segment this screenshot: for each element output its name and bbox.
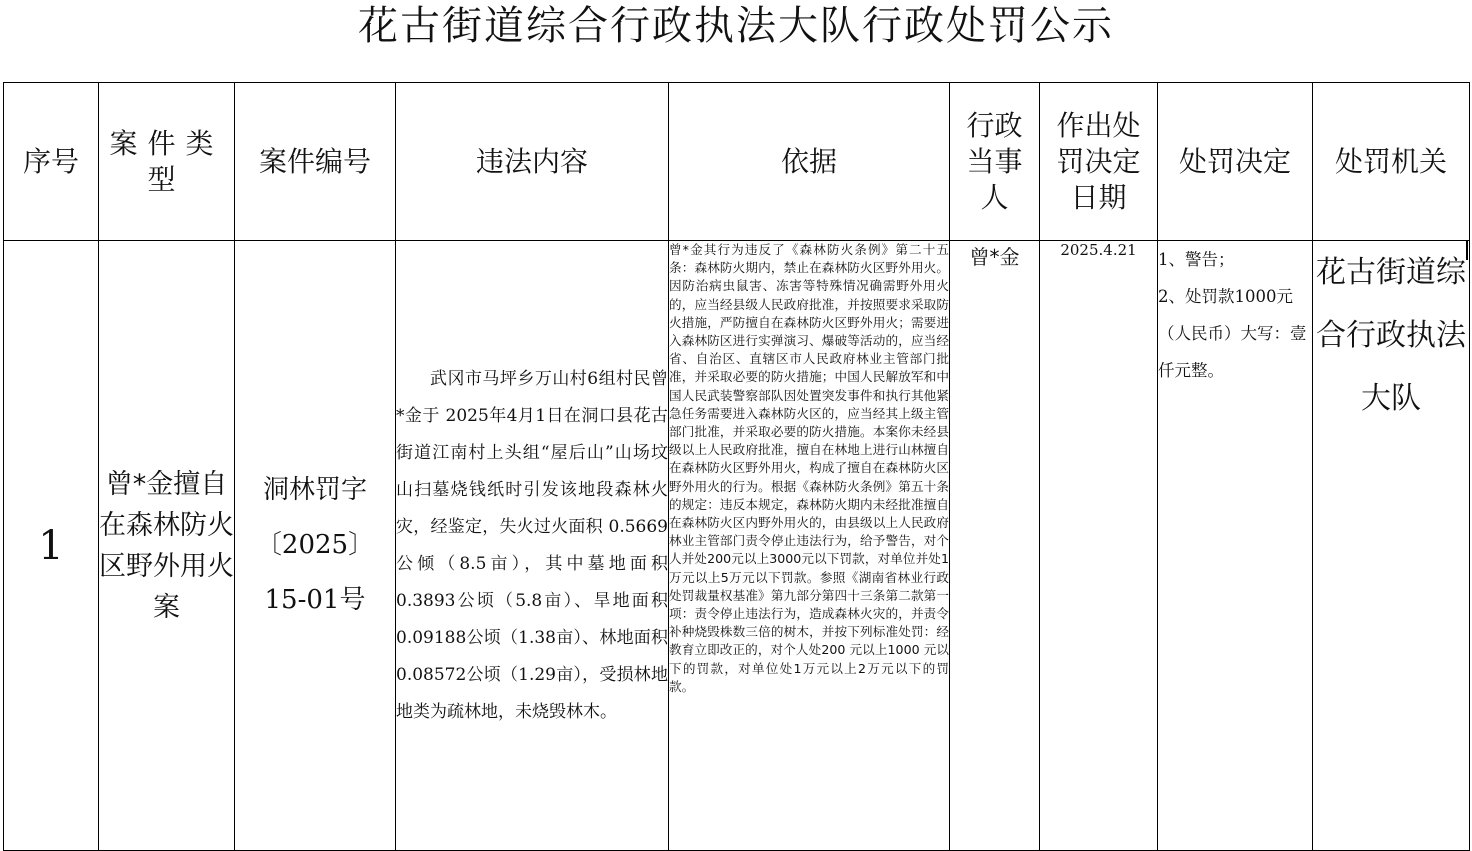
header-index: 序号 [4,83,99,241]
cell-index: 1 [4,241,99,851]
cell-party: 曾*金 [950,241,1040,851]
header-party: 行政当事人 [950,83,1040,241]
cell-case-code: 洞林罚字〔2025〕15-01号 [235,241,396,851]
header-authority: 处罚机关 [1313,83,1470,241]
header-decision: 处罚决定 [1158,83,1313,241]
header-violation: 违法内容 [396,83,669,241]
header-basis: 依据 [669,83,950,241]
decision-line: 2、处罚款1000元（人民币）大写：壹仟元整。 [1158,287,1307,380]
edge-mark [1466,240,1468,260]
header-case-type: 案件类型 [99,83,235,241]
cell-violation: 武冈市马坪乡万山村6组村民曾*金于 2025年4月1日在洞口县花古街道江南村上头组“屋后山”山场坟山扫墓烧钱纸时引发该地段森林火灾，经鉴定，失火过火面积 0.5669公倾（8.5亩），其中墓地面积 0.3893公顷（5.8亩）、旱地面积0.09188公顷（1.38亩）、林地面积 0.08572公顷（1.29亩），受损林地地类为疏林地，未烧毁林木。 [396,241,669,851]
decision-line: 1、警告； [1158,250,1235,269]
cell-case-type: 曾*金擅自在森林防火区野外用火案 [99,241,235,851]
cell-authority: 花古街道综合行政执法大队 [1313,241,1470,851]
page-title: 花古街道综合行政执法大队行政处罚公示 [358,3,1114,49]
header-decision-date: 作出处罚决定日期 [1040,83,1158,241]
table-header-row [4,83,1470,241]
cell-decision-date: 2025.4.21 [1040,241,1158,851]
header-case-code: 案件编号 [235,83,396,241]
penalty-table [3,82,1470,851]
cell-basis: 曾*金其行为违反了《森林防火条例》第二十五条：森林防火期内，禁止在森林防火区野外用火。因防治病虫鼠害、冻害等特殊情况确需野外用火的，应当经县级人民政府批准，并按照要求采取防火措施，严防擅自在森林防火区野外用火；需要进入森林防区进行实弹演习、爆破等活动的，应当经省、自治区、直辖区市人民政府林业主管部门批准，并采取必要的防火措施；中国人民解放军和中国人民武装警察部队因处置突发事件和执行其他紧急任务需要进入森林防火区的，应当经其上级主管部门批准，并采取必要的防火措施。本案你未经县级以上人民政府批准，擅自在林地上进行山林擅自在森林防火区野外用火，构成了擅自在森林防火区野外用火的行为。根据《森林防火条例》第五十条的规定：违反本规定，森林防火期内未经批准擅自在森林防火区内野外用火的，由县级以上人民政府林业主管部门责令停止违法行为，给予警告，对个人并处200元以上3000元以下罚款，对单位并处1万元以上5万元以下罚款。参照《湖南省林业行政处罚裁量权基准》第九部分第四十三条第二款第一项：责令停止违法行为，造成森林火灾的，并责令补种烧毁株数三倍的树木，并按下列标准处罚：经教育立即改正的，对个人处200 元以上1000 元以下的罚款，对单位处1万元以上2万元以下的罚款。 [669,241,950,851]
cell-decision [1158,241,1313,851]
table-row [4,241,1470,851]
